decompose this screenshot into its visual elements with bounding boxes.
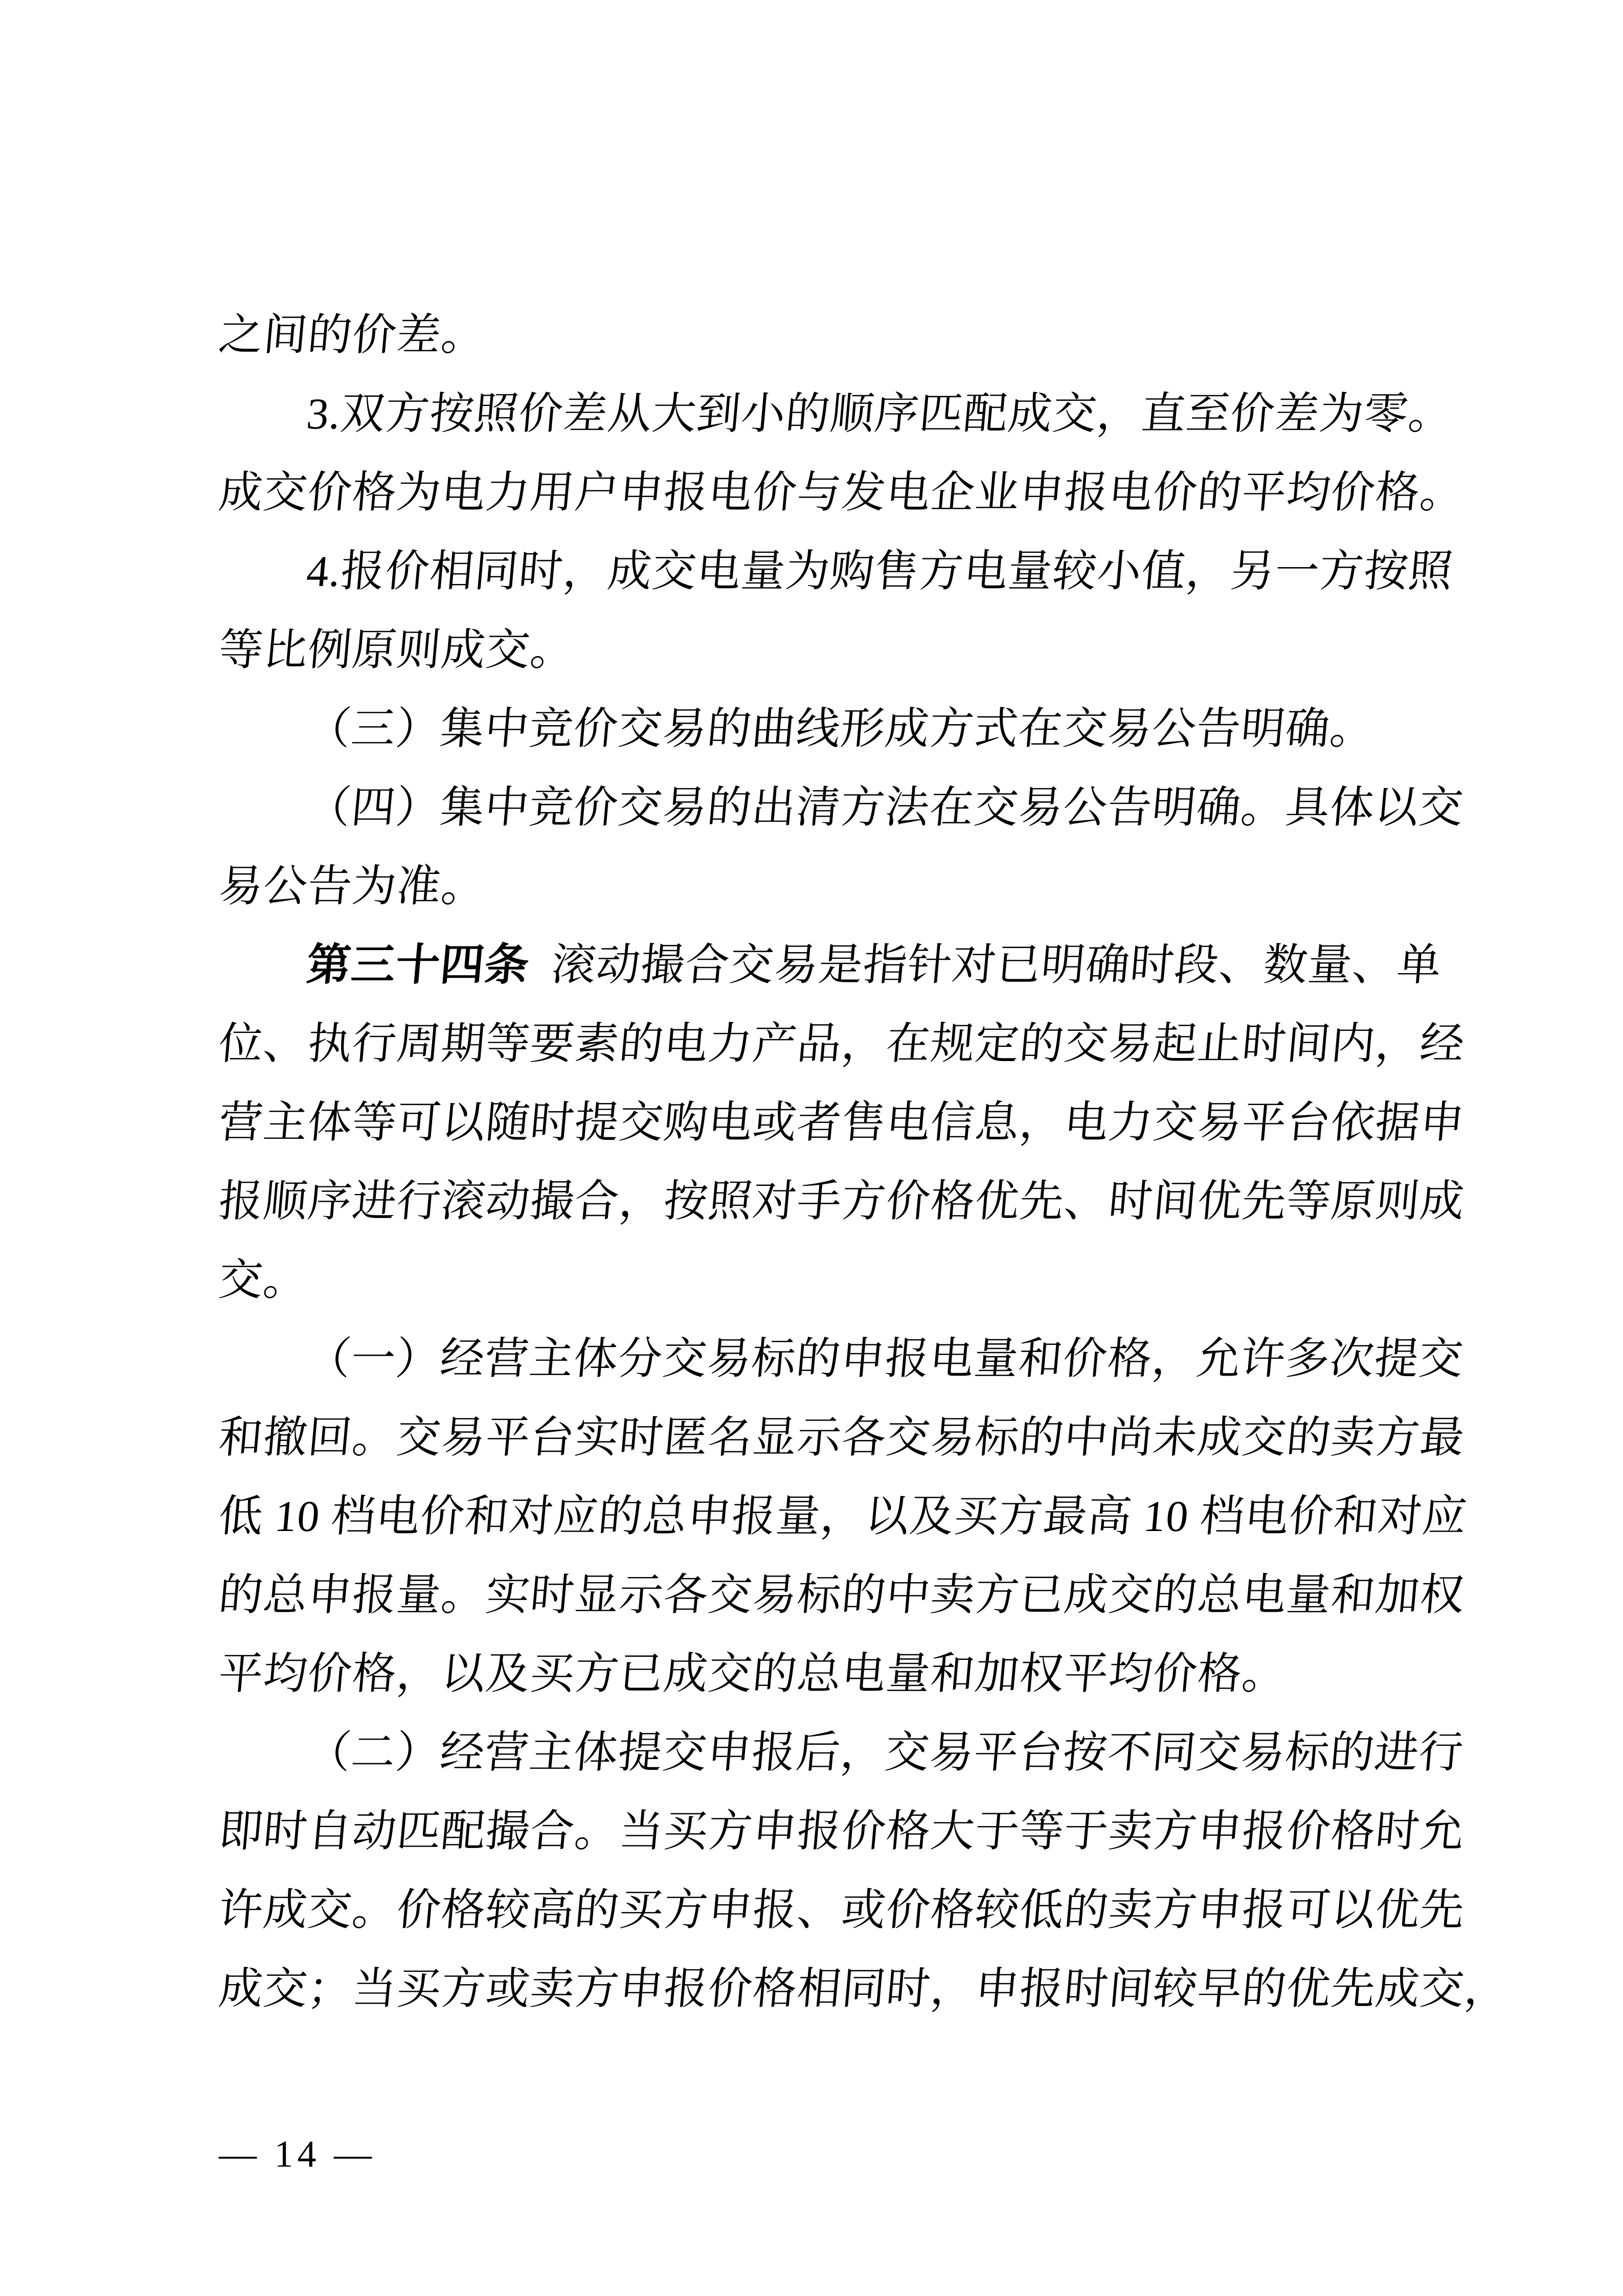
text-line: 位、执行周期等要素的电力产品，在规定的交易起止时间内，经 (216, 1019, 1467, 1068)
text-line: 的总申报量。实时显示各交易标的中卖方已成交的总电量和加权 (216, 1570, 1467, 1619)
text-line: 3.双方按照价差从大到小的顺序匹配成交，直至价差为零。 (304, 389, 1455, 438)
text-line: 低 10 档电价和对应的总申报量，以及买方最高 10 档电价和对应 (216, 1492, 1470, 1541)
text-line: 许成交。价格较高的买方申报、或价格较低的卖方申报可以优先 (216, 1885, 1467, 1934)
page-number: — 14 — (219, 2133, 376, 2175)
text-line: 即时自动匹配撮合。当买方申报价格大于等于卖方申报价格时允 (216, 1807, 1467, 1856)
text-line: （一）经营主体分交易标的申报电量和价格，允许多次提交 (304, 1334, 1466, 1383)
text-line: 等比例原则成交。 (216, 625, 577, 674)
text-line: 成交；当买方或卖方申报价格相同时，申报时间较早的优先成交， (216, 1964, 1512, 2013)
text-line: 4.报价相同时，成交电量为购售方电量较小值，另一方按照 (304, 547, 1455, 596)
text-line: 成交价格为电力用户申报电价与发电企业申报电价的平均价格。 (216, 468, 1467, 517)
text-line: 交。 (216, 1255, 310, 1304)
line-text: 滚动撮合交易是指针对已明确时段、数量、单 (549, 940, 1444, 989)
text-line: 平均价格，以及买方已成交的总电量和加权平均价格。 (216, 1649, 1289, 1698)
document-text-block (216, 296, 1512, 2028)
text-line: 之间的价差。 (216, 310, 488, 359)
article-number-bold: 第三十四条 (304, 940, 532, 989)
text-line: 报顺序进行滚动撮合，按照对手方价格优先、时间优先等原则成 (216, 1177, 1467, 1226)
text-line: 营主体等可以随时提交购电或者售电信息，电力交易平台依据申 (216, 1098, 1467, 1147)
text-line: （四）集中竞价交易的出清方法在交易公告明确。具体以交 (304, 783, 1466, 832)
text-line: 易公告为准。 (216, 862, 488, 911)
text-line: （三）集中竞价交易的曲线形成方式在交易公告明确。 (304, 704, 1377, 753)
text-line: 和撤回。交易平台实时匿名显示各交易标的中尚未成交的卖方最 (216, 1413, 1467, 1462)
text-line (215, 926, 1512, 1004)
text-line: （二）经营主体提交申报后，交易平台按不同交易标的进行 (304, 1728, 1466, 1777)
